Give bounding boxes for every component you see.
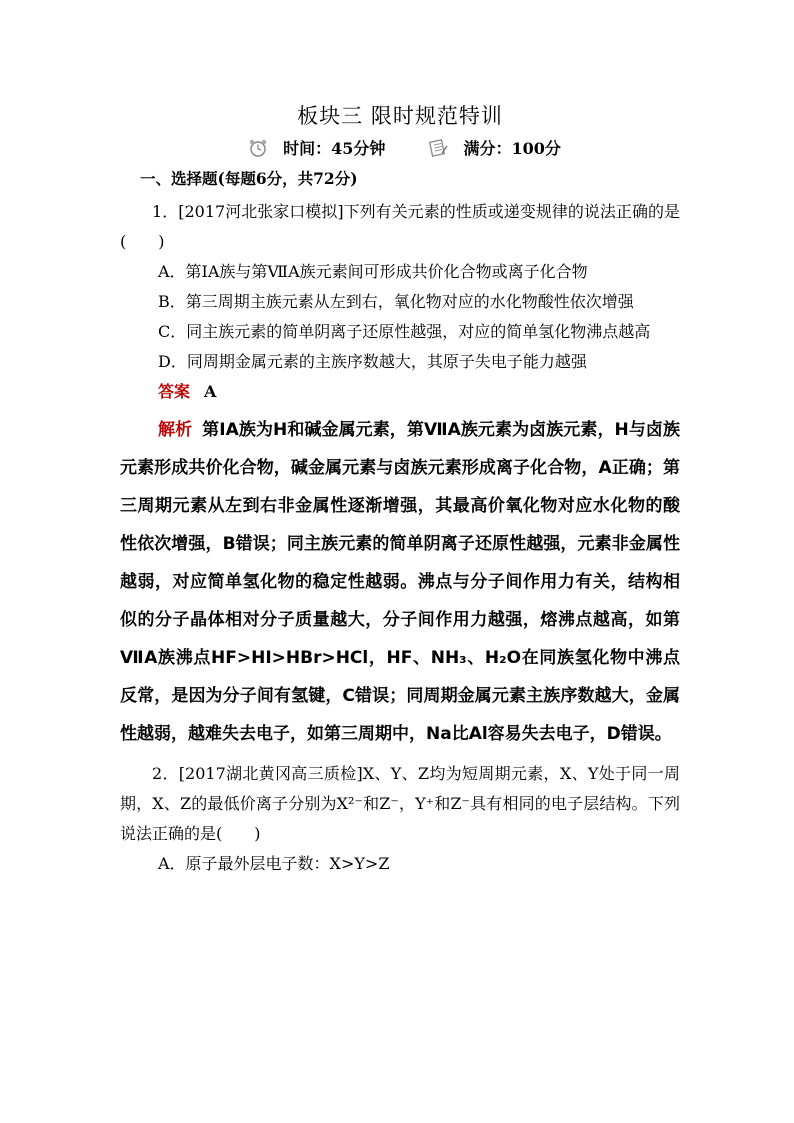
answer-label: 答案 (158, 382, 191, 401)
section-title: 一、选择题(每题6分，共72分) (140, 169, 358, 188)
question-2-stem: 2．[2017湖北黄冈高三质检]X、Y、Z均为短周期元素，X、Y处于同一周期，X、Z的最低价离子分别为X²⁻和Z⁻，Y⁺和Z⁻具有相同的电子层结构。下列说法正确的是( ) (120, 764, 680, 843)
question-1-option-a: A．第ⅠA族与第ⅦA族元素间可形成共价化合物或离子化合物 (158, 262, 588, 281)
time-limit: 时间：45分钟 (283, 139, 386, 158)
question-1-option-c: C．同主族元素的简单阴离子还原性越强，对应的简单氢化物沸点越高 (158, 322, 651, 341)
page-title: 板块三 限时规范特训 (297, 104, 503, 128)
question-1-stem: 1．[2017河北张家口模拟]下列有关元素的性质或递变规律的说法正确的是( ) (120, 202, 680, 251)
question-1-answer (158, 377, 680, 407)
question-1-analysis (120, 411, 680, 753)
score-sheet-icon (427, 138, 449, 158)
analysis-text: 第ⅠA族为H和碱金属元素，第ⅦA族元素为卤族元素，H与卤族元素形成共价化合物，碱金属元素与卤族元素形成离子化合物，A正确；第三周期元素从左到右非金属性逐渐增强，其最高价氧化物对应水化物的酸性依次增强，B错误；同主族元素的简单阴离子还原性越强，元素非金属性越弱，对应简单氢化物的稳定性越弱。沸点与分子间作用力有关，结构相似的分子晶体相对分子质量越大，分子间作用力越强，熔沸点越高，如第ⅦA族沸点HF>HI>HBr>HCl，HF、NH₃、H₂O在同族氢化物中沸点反常，是因为分子间有氢键，C错误；同周期金属元素主族序数越大，金属性越弱，越难失去电子，如第三周期中，Na比Al容易失去电子，D错误。 (120, 420, 680, 744)
question-2-option-a: A．原子最外层电子数：X>Y>Z (158, 854, 390, 873)
question-1-option-b: B．第三周期主族元素从左到右，氧化物对应的水化物酸性依次增强 (158, 292, 634, 311)
exam-meta (120, 136, 680, 159)
answer-value: A (204, 382, 217, 401)
document-page (120, 100, 680, 879)
full-score: 满分：100分 (463, 139, 561, 158)
analysis-label: 解析 (158, 420, 193, 440)
alarm-clock-icon (247, 138, 269, 158)
question-1-option-d: D．同周期金属元素的主族序数越大，其原子失电子能力越强 (158, 352, 587, 371)
